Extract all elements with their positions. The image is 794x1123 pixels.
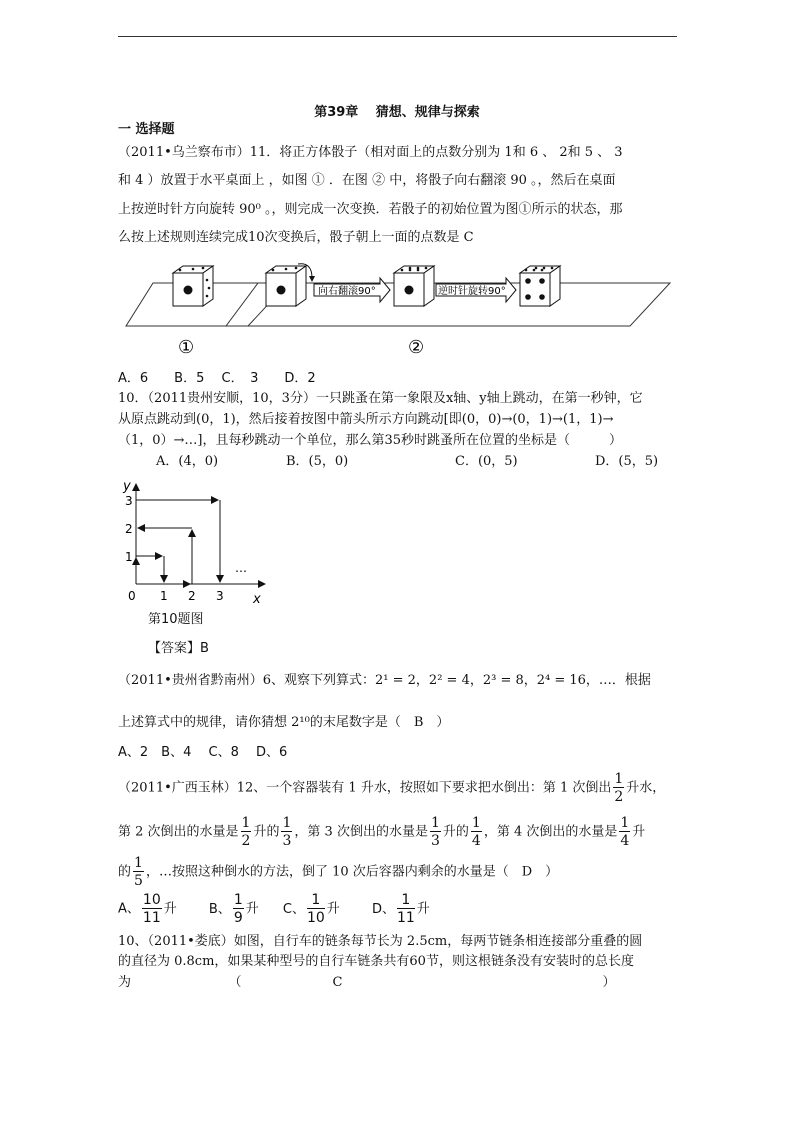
- origin-label: 0: [128, 589, 136, 603]
- q4-line-1: [118, 772, 665, 804]
- die-4: [520, 266, 560, 306]
- figure-label-1: ①: [178, 337, 195, 358]
- q5-line-2: 的直径为 0.8cm，如果某种型号的自行车链条共有60节，则这根链条没有安装时的总长度: [118, 954, 634, 969]
- q1-line-2: 和 4 ）放置于水平桌面上 ，如图 ① ．在图 ② 中，将骰子向右翻滚 90 。，然后在桌面: [118, 173, 616, 188]
- q4-line-2: 第 2 次倒出的水量是 $\frac{1}{2}$ 升的 $\frac{1}{3}$ ，第 3 次倒出的水量是 $\frac{1}{3}$ 升的 $\frac{1}{4}$ ，第 4 次倒出的水量是 $\frac{1}{4}$ 升: [118, 815, 646, 849]
- arrow-rotate: [436, 278, 516, 302]
- x-axis-label: x: [253, 592, 261, 606]
- section-heading: 一 选择题: [118, 122, 175, 137]
- q2-caption: 第10题图: [148, 612, 204, 627]
- die-2: [266, 264, 315, 306]
- q2-line-3: （1，0）→…]，且每秒跳动一个单位，那么第35秒时跳蚤所在位置的坐标是（ ）: [118, 433, 623, 448]
- q1-options: A．6 B．5 C． 3 D．2: [118, 371, 316, 386]
- q4-line-3: 的 $\frac{1}{5}$ ，…按照这种倒水的方法，倒了 10 次后容器内剩余的水量是（ D ）: [118, 855, 559, 889]
- q1-line-4: 么按上述规则连续完成10次变换后，骰子朝上一面的点数是 C: [118, 230, 474, 245]
- q4-text-1b: 升水，: [626, 780, 666, 796]
- dice-figure: [118, 258, 678, 358]
- q2-option-a: A．(4，0): [156, 454, 219, 469]
- y-tick-1: 1: [125, 550, 133, 564]
- y-axis-label: y: [123, 479, 131, 494]
- option-b-fraction: $\frac{1}{9}$: [233, 892, 243, 926]
- q3-line-2: 上述算式中的规律，请你猜想 2¹⁰的末尾数字是（ B ）: [118, 715, 450, 730]
- die-3: [394, 266, 434, 306]
- flea-path-graph: [115, 476, 275, 606]
- option-c-fraction: $\frac{1}{10}$: [306, 892, 325, 926]
- fraction-one-quarter-2: $\frac{1}{4}$: [620, 815, 630, 849]
- option-a-fraction: $\frac{10}{11}$: [142, 892, 161, 926]
- arrow-rotate-label: 逆时针旋转90°: [438, 286, 506, 297]
- q2-line-1: 10．（2011贵州安顺，10，3分）一只跳蚤在第一象限及x轴、y轴上跳动，在第一秒钟，它: [118, 391, 643, 406]
- option-d-fraction: $\frac{1}{11}$: [396, 892, 415, 926]
- q4-text-1a: （2011•广西玉林）12、一个容器装有 1 升水，按照如下要求把水倒出：第 1 次倒出: [118, 780, 612, 796]
- q2-option-b: B．(5，0): [286, 454, 349, 469]
- fraction-one-third-2: $\frac{1}{3}$: [430, 815, 440, 849]
- q4-options: A、 $\frac{10}{11}$ 升 B、 $\frac{1}{9}$ 升 C、 $\frac{1}{10}$ 升 D、 $\frac{1}{11}$ 升: [118, 892, 430, 926]
- x-tick-3: 3: [216, 589, 224, 603]
- q1-line-3: 上按逆时针方向旋转 90⁰ 。，则完成一次变换．若骰子的初始位置为图①所示的状态，那: [118, 202, 623, 217]
- jump-path: [136, 500, 220, 584]
- fraction-one-third: $\frac{1}{3}$: [282, 815, 292, 849]
- fraction-one-fifth: $\frac{1}{5}$: [134, 855, 143, 889]
- q2-line-2: 从原点跳动到(0，1)，然后接着按图中箭头所示方向跳动[即(0，0)→(0，1)→(1，1)→: [118, 412, 614, 427]
- die-1: [173, 266, 213, 306]
- header-rule: [118, 36, 677, 37]
- continuation-dots: …: [235, 561, 247, 575]
- q5-line-1: 10、（2011•娄底）如图，自行车的链条每节长为 2.5cm，每两节链条相连接部分重叠的圆: [118, 934, 643, 949]
- q3-options: A、2 B、4 C、8 D、6: [118, 745, 288, 760]
- fraction-one-half-2: $\frac{1}{2}$: [241, 815, 251, 849]
- q2-answer: 【答案】B: [148, 641, 209, 656]
- q1-line-1: （2011•乌兰察布市）11．将正方体骰子（相对面上的点数分别为 1和 6 、 2和 5 、 3: [118, 145, 623, 160]
- fraction-one-quarter: $\frac{1}{4}$: [471, 815, 481, 849]
- arrow-roll: [314, 278, 390, 302]
- q2-option-d: D．(5，5): [595, 454, 659, 469]
- y-tick-2: 2: [125, 522, 133, 536]
- x-tick-2: 2: [188, 589, 196, 603]
- figure-label-2: ②: [408, 337, 425, 358]
- fraction-one-half: $\frac{1}{2}$: [614, 771, 624, 805]
- q5-line-3: 为 （ C ）: [118, 975, 616, 990]
- q2-option-c: C．(0，5): [455, 454, 518, 469]
- arrow-roll-label: 向右翻滚90°: [318, 286, 376, 297]
- y-tick-3: 3: [125, 494, 133, 508]
- chapter-title: 第39章 猜想、规律与探索: [314, 105, 480, 120]
- x-tick-1: 1: [160, 589, 168, 603]
- q3-line-1: （2011•贵州省黔南州）6、观察下列算式：2¹ = 2，2² = 4，2³ = 8，2⁴ = 16，…．根据: [118, 673, 651, 688]
